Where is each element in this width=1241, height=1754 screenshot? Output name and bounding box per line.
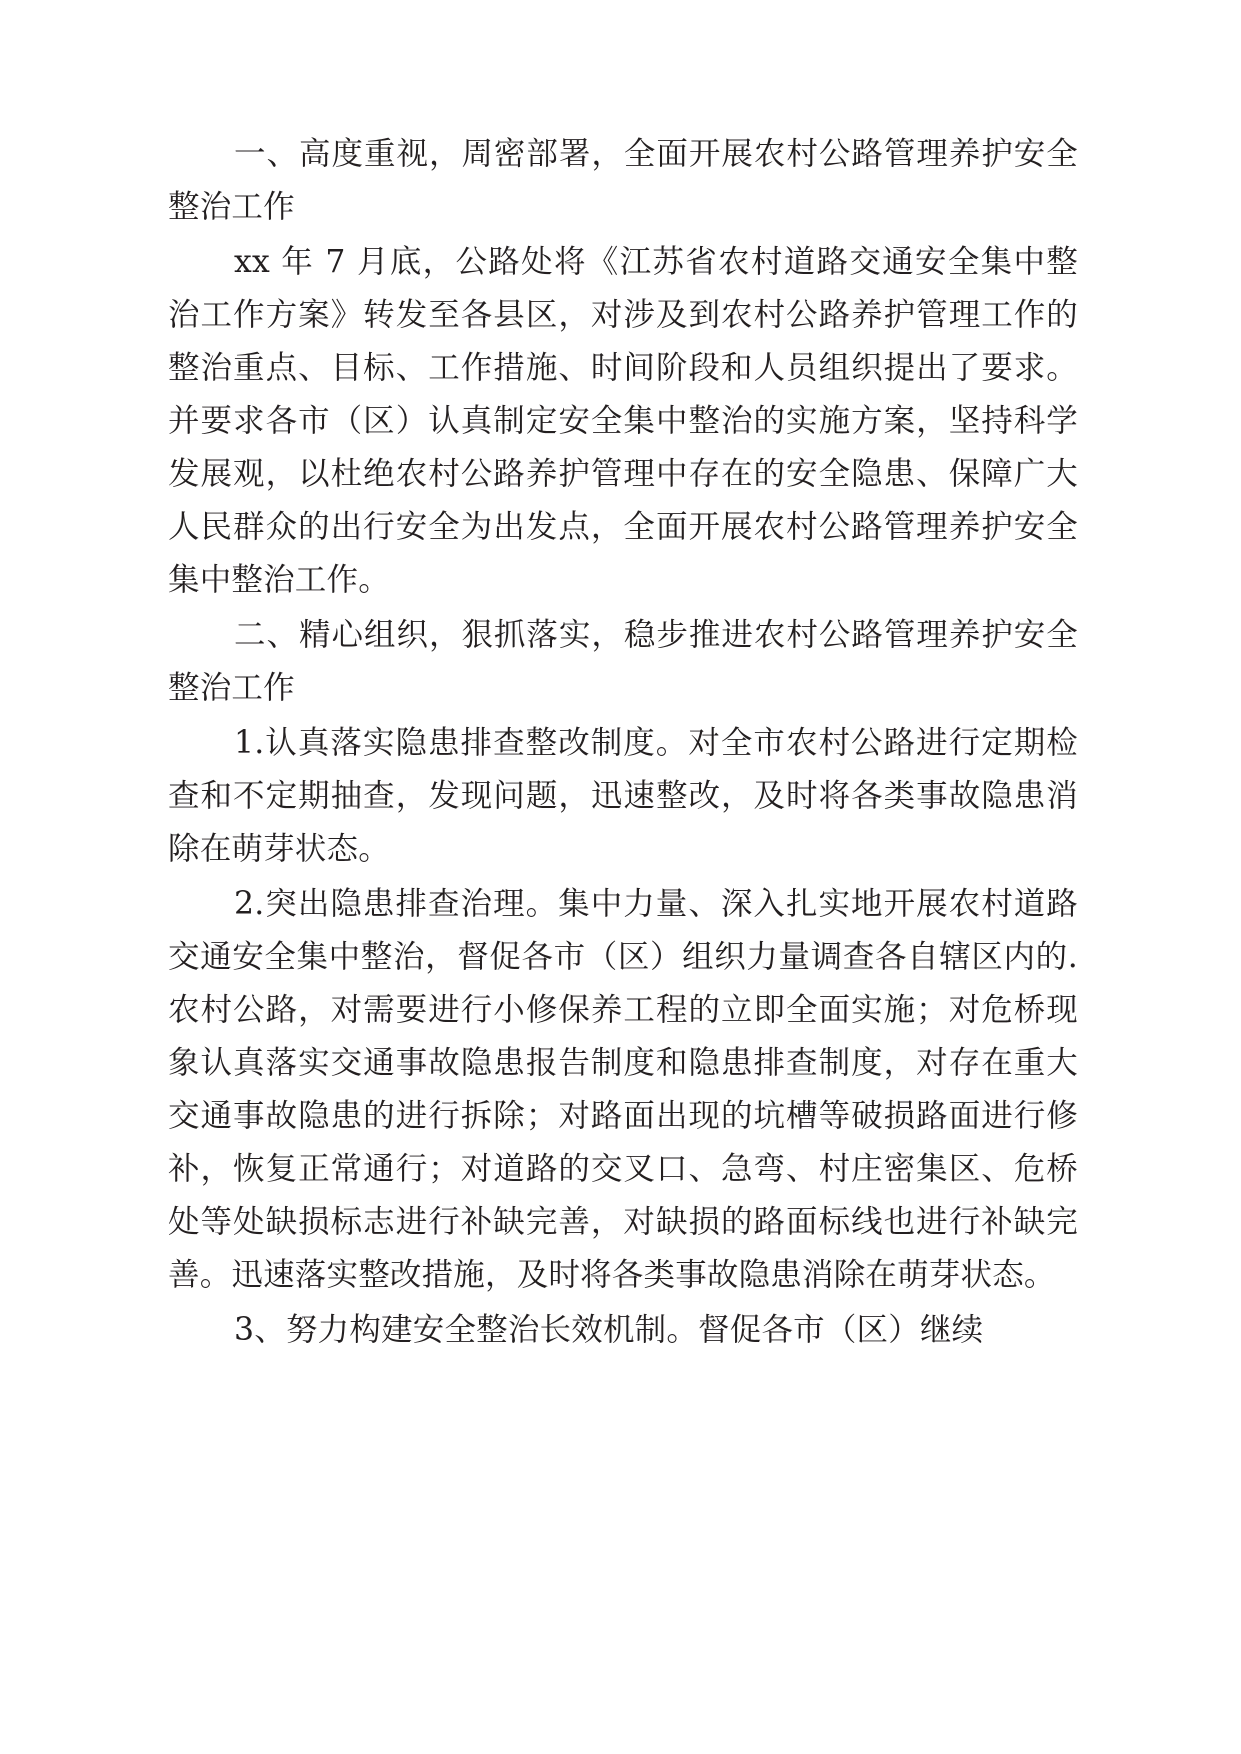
paragraph-section-one-content: xx 年 7 月底，公路处将《江苏省农村道路交通安全集中整治工作方案》转发至各县区，对涉及到农村公路养护管理工作的整治重点、目标、工作措施、时间阶段和人员组织提出了要求。并要求各市（区）认真制定安全集中整治的实施方案，坚持科学发展观，以杜绝农村公路养护管理中存在的安全隐患、保障广大人民群众的出行安全为出发点，全面开展农村公路管理养护安全集中整治工作。 — [168, 244, 1078, 598]
paragraph-item-three: 3、努力构建安全整治长效机制。督促各市（区）继续 — [234, 1312, 984, 1348]
paragraph-item-one: 1.认真落实隐患排查整改制度。对全市农村公路进行定期检查和不定期抽查，发现问题，迅速整改，及时将各类事故隐患消除在萌芽状态。 — [168, 725, 1078, 867]
paragraph-item-two: 2.突出隐患排查治理。集中力量、深入扎实地开展农村道路交通安全集中整治，督促各市（区）组织力量调查各自辖区内的.农村公路，对需要进行小修保养工程的立即全面实施；对危桥现象认真落实交通事故隐患报告制度和隐患排查制度，对存在重大交通事故隐患的进行拆除；对路面出现的坑槽等破损路面进行修补，恢复正常通行；对道路的交叉口、急弯、村庄密集区、危桥处等处缺损标志进行补缺完善，对缺损的路面标线也进行补缺完善。迅速落实整改措施，及时将各类事故隐患消除在萌芽状态。 — [168, 886, 1078, 1293]
paragraph-heading-two: 二、精心组织，狠抓落实，稳步推进农村公路管理养护安全整治工作 — [168, 617, 1078, 706]
document-body — [168, 128, 1078, 1359]
paragraph-heading-one: 一、高度重视，周密部署，全面开展农村公路管理养护安全整治工作 — [168, 136, 1078, 225]
